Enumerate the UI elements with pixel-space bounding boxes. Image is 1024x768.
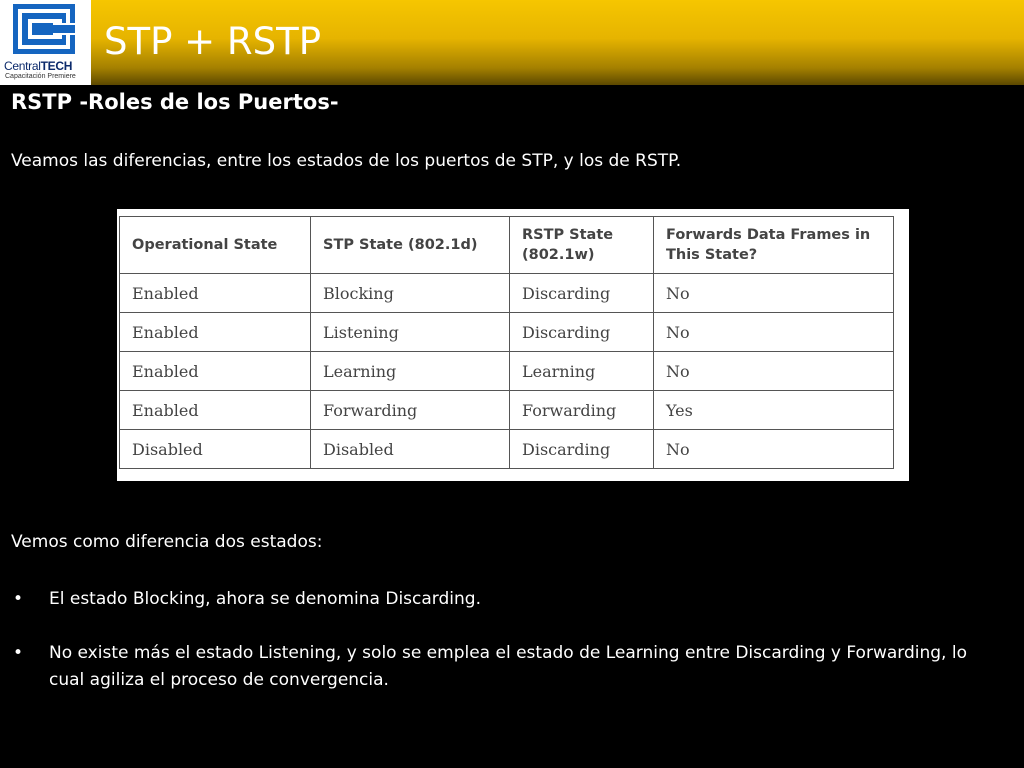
slide-title: STP + RSTP [104, 20, 322, 63]
section-title: RSTP -Roles de los Puertos- [11, 90, 339, 114]
table-cell: Learning [510, 352, 654, 391]
table-row [120, 391, 894, 430]
header-rstp-state: RSTP State (802.1w) [510, 217, 654, 274]
bullet-list [11, 586, 971, 721]
table-cell: Enabled [120, 352, 311, 391]
list-item-text: No existe más el estado Listening, y solo se emplea el estado de Learning entre Discarding y Forwarding, lo cual agiliza el proceso de convergencia. [49, 643, 967, 690]
table-row [120, 274, 894, 313]
table-cell: No [654, 352, 894, 391]
table-cell: Learning [311, 352, 510, 391]
table-cell: Forwarding [311, 391, 510, 430]
port-states-table [119, 216, 894, 469]
table-cell: Listening [311, 313, 510, 352]
table-cell: Enabled [120, 391, 311, 430]
table-cell: Disabled [311, 430, 510, 469]
intro-text: Veamos las diferencias, entre los estados de los puertos de STP, y los de RSTP. [11, 151, 682, 171]
logo-brand: CentralTECH [4, 59, 73, 73]
table-header-row [120, 217, 894, 274]
header-stp-state: STP State (802.1d) [311, 217, 510, 274]
table-cell: Blocking [311, 274, 510, 313]
bullet-icon: • [13, 643, 24, 663]
list-item [11, 586, 971, 613]
logo [0, 0, 91, 85]
lead-text: Vemos como diferencia dos estados: [11, 532, 323, 552]
list-item [11, 640, 971, 694]
table-cell: Disabled [120, 430, 311, 469]
centraltech-logo-icon [13, 4, 75, 54]
table-cell: Enabled [120, 313, 311, 352]
table-cell: Discarding [510, 274, 654, 313]
table-cell: No [654, 313, 894, 352]
header-operational-state: Operational State [120, 217, 311, 274]
table-row [120, 313, 894, 352]
table-cell: Yes [654, 391, 894, 430]
list-item-text: El estado Blocking, ahora se denomina Discarding. [49, 589, 481, 609]
bullet-icon: • [13, 589, 24, 609]
table-row [120, 352, 894, 391]
table-cell: Discarding [510, 313, 654, 352]
table-cell: Discarding [510, 430, 654, 469]
table-cell: Enabled [120, 274, 311, 313]
table-row [120, 430, 894, 469]
table-cell: Forwarding [510, 391, 654, 430]
header-forwards-data: Forwards Data Frames in This State? [654, 217, 894, 274]
logo-tagline: Capacitación Premiere [5, 73, 76, 80]
header-bar [0, 0, 1024, 85]
table-cell: No [654, 274, 894, 313]
states-table-image [117, 209, 909, 481]
table-cell: No [654, 430, 894, 469]
